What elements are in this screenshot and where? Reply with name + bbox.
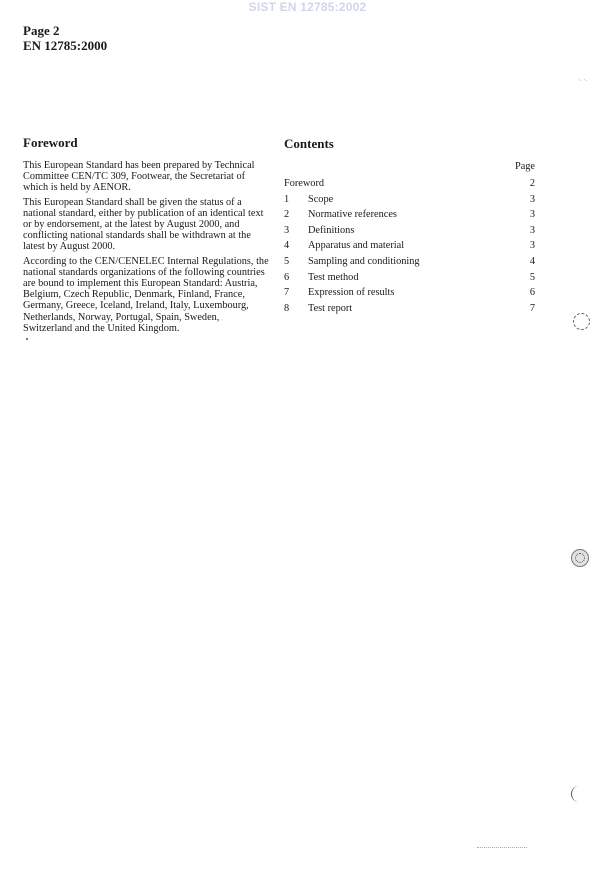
toc-entry-page: 4 (529, 255, 535, 267)
punch-hole-mark (571, 549, 589, 567)
toc-entry-number: 1 (284, 193, 290, 205)
toc-entry-page: 3 (529, 224, 535, 236)
punch-hole-mark (571, 786, 586, 802)
toc-entry (284, 192, 535, 208)
toc-entry-page: 3 (529, 209, 535, 221)
toc-entry (284, 207, 535, 223)
scan-speck (477, 847, 527, 848)
toc-entry (284, 223, 535, 239)
scan-speck: ·. ·. (578, 77, 587, 83)
page-header (23, 23, 107, 53)
page-number-label: Page 2 (23, 23, 60, 38)
contents-heading: Contents (284, 136, 334, 151)
foreword-section (23, 135, 269, 337)
toc-entry-title: Normative references (308, 209, 397, 221)
foreword-heading: Foreword (23, 135, 78, 150)
watermark-text: SIST EN 12785:2002 (248, 0, 367, 14)
toc-entry-title: Test method (308, 271, 359, 283)
toc-entry-title: Foreword (284, 178, 325, 189)
toc-entry-number: 7 (284, 287, 290, 299)
foreword-paragraph: This European Standard has been prepared by Technical Committee CEN/TC 309, Footwear, the Secretariat of which is held by AENOR. (23, 160, 255, 194)
toc-entry (284, 254, 535, 270)
toc-entry-page: 2 (529, 178, 535, 189)
toc-entry-page: 6 (529, 287, 535, 299)
toc-entry-title: Test report (308, 302, 353, 314)
toc-entry-number: 4 (284, 240, 290, 252)
contents-section (284, 136, 535, 316)
toc-entry-page: 5 (529, 271, 535, 283)
toc-entry-page: 3 (529, 240, 535, 252)
toc-entry-title: Apparatus and material (308, 240, 405, 252)
page-column-label: Page (514, 161, 535, 172)
toc-entry-number: 5 (284, 255, 290, 267)
toc-entry-number: 3 (284, 224, 290, 236)
toc-entry (284, 270, 535, 286)
toc-entry-title: Scope (308, 193, 334, 205)
toc-entry (284, 238, 535, 254)
toc-entry-number: 2 (284, 209, 290, 221)
toc-entry-title: Sampling and conditioning (308, 255, 420, 267)
toc-list (284, 176, 535, 316)
toc-entry-page: 7 (529, 302, 535, 314)
punch-hole-mark (573, 313, 590, 330)
toc-entry-page: 3 (529, 193, 535, 205)
toc-entry (284, 176, 535, 192)
toc-entry (284, 285, 535, 301)
standard-identifier: EN 12785:2000 (23, 38, 108, 53)
foreword-paragraph: According to the CEN/CENELEC Internal Regulations, the national standards organizations of the following countries are bound to implement this European Standard: Austria, Belgium, Czech Republic, Denmark, Finland, France, Germany, Greece, Iceland, Ireland, Italy, Luxembourg, Netherlands, Norway, Portugal, Spain, Sweden, Switzerland and the United Kingdom. (23, 255, 269, 334)
toc-entry-number: 8 (284, 302, 290, 314)
toc-entry-title: Expression of results (308, 287, 395, 299)
toc-entry-number: 6 (284, 271, 290, 283)
toc-entry (284, 301, 535, 317)
scan-speck (26, 338, 28, 340)
toc-entry-title: Definitions (308, 224, 355, 236)
foreword-paragraph: This European Standard shall be given the status of a national standard, either by publication of an identical text or by endorsement, at the latest by August 2000, and conflicting national standards shall be withdrawn at the latest by August 2000. (23, 196, 264, 253)
